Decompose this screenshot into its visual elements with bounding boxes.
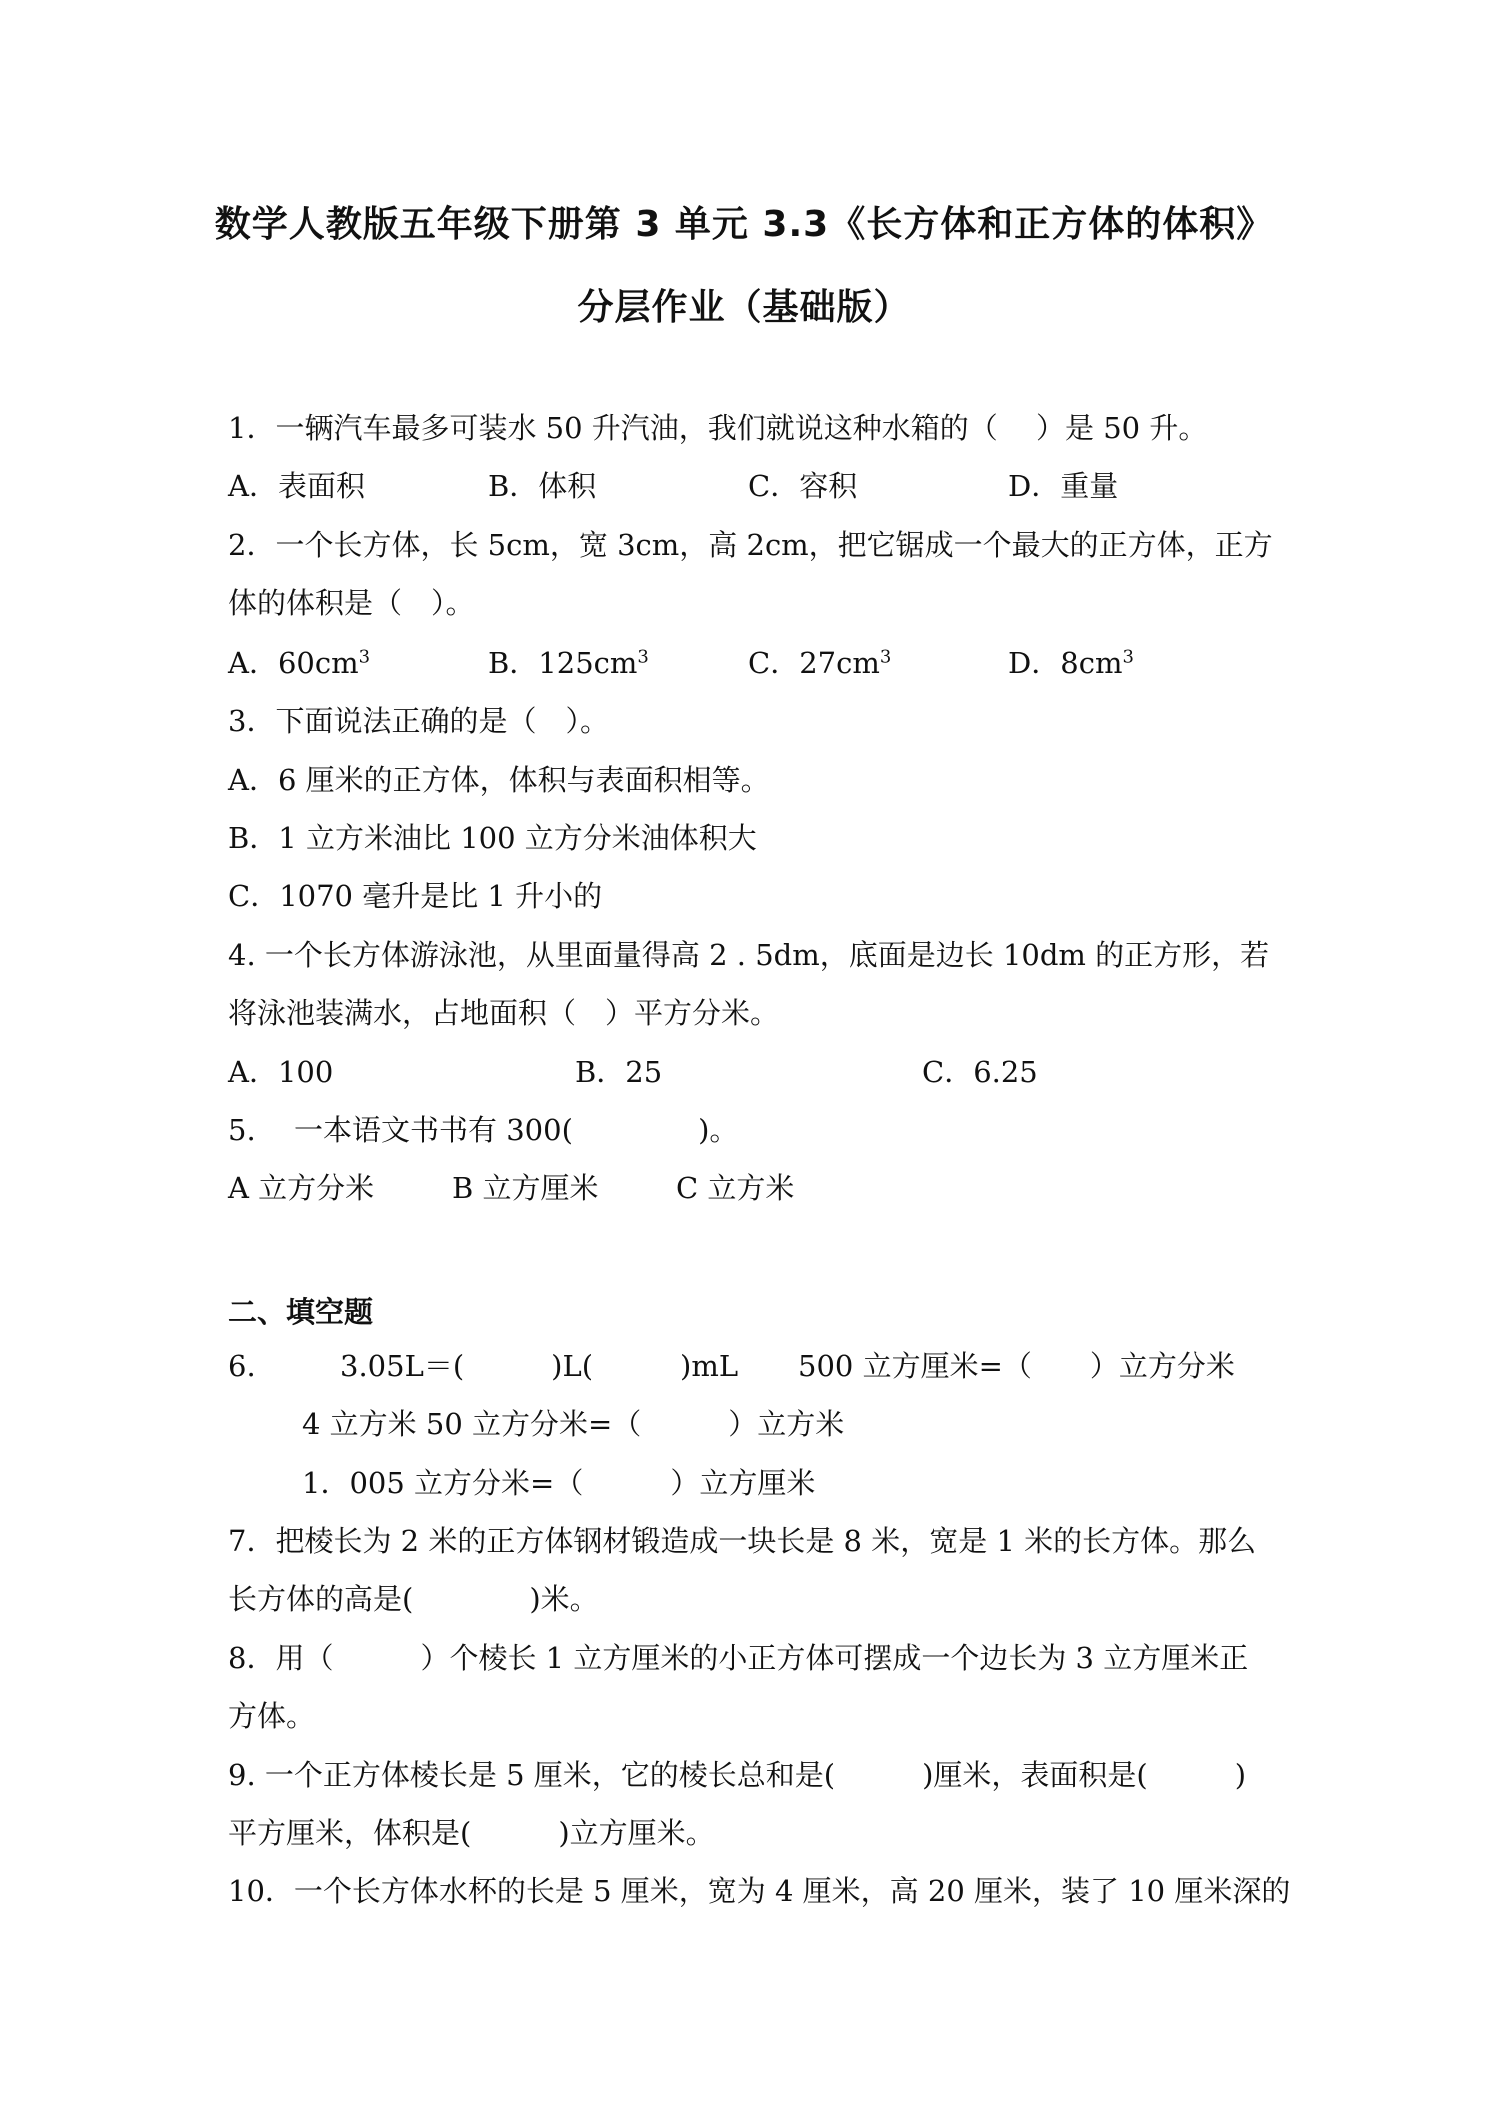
option-b: B．体积 <box>488 469 597 503</box>
question-4-options <box>228 1054 1288 1090</box>
question-1-options <box>228 468 1288 504</box>
question-2-stem-line-1: 2．一个长方体，长 5cm，宽 3cm，高 2cm，把它锯成一个最大的正方体，正方 <box>228 528 1273 562</box>
option-a: A．$60cm^3$ <box>228 646 371 680</box>
option-d: D．$8cm^3$ <box>1008 646 1134 680</box>
question-3-option-c: C．1070 毫升是比 1 升小的 <box>228 879 603 913</box>
question-10-line-1: 10．一个长方体水杯的长是 5 厘米，宽为 4 厘米，高 20 厘米，装了 10 厘米深的 <box>228 1874 1291 1908</box>
option-a: A 立方分米 <box>228 1171 375 1205</box>
question-4-stem-line-2: 将泳池装满水，占地面积（ ）平方分米。 <box>228 996 780 1030</box>
option-a: A．表面积 <box>228 469 365 503</box>
question-6-line-3: 1．005 立方分米=（ ）立方厘米 <box>302 1466 816 1500</box>
question-6-part-1: 3.05L＝( )L( )mL <box>340 1349 739 1383</box>
option-b: B．25 <box>575 1055 663 1089</box>
question-5-number: 5. <box>228 1113 256 1147</box>
option-d: D．重量 <box>1008 469 1119 503</box>
option-c: C．$27cm^3$ <box>748 646 892 680</box>
question-6-line-1 <box>228 1348 1288 1384</box>
document-title-line-1: 数学人教版五年级下册第 3 单元 3.3《长方体和正方体的体积》 <box>214 204 1274 245</box>
question-9-line-2: 平方厘米，体积是( )立方厘米。 <box>228 1816 715 1850</box>
question-9-line-1: 9. 一个正方体棱长是 5 厘米，它的棱长总和是( )厘米，表面积是( ) <box>228 1758 1247 1792</box>
option-b: B 立方厘米 <box>452 1171 599 1205</box>
question-7-line-1: 7．把棱长为 2 米的正方体钢材锻造成一块长是 8 米，宽是 1 米的长方体。那么 <box>228 1524 1257 1558</box>
question-6-number: 6. <box>228 1349 256 1383</box>
option-c: C．容积 <box>748 469 858 503</box>
section-2-heading: 二、填空题 <box>228 1295 374 1329</box>
question-1-stem: 1．一辆汽车最多可装水 50 升汽油，我们就说这种水箱的（ ）是 50 升。 <box>228 411 1208 445</box>
question-8-line-2: 方体。 <box>228 1699 316 1733</box>
question-3-option-a: A．6 厘米的正方体，体积与表面积相等。 <box>228 763 770 797</box>
question-6-part-2: 500 立方厘米=（ ）立方分米 <box>798 1349 1235 1383</box>
question-3-stem: 3．下面说法正确的是（ ）。 <box>228 704 609 738</box>
option-a: A．100 <box>228 1055 334 1089</box>
question-5-text: 一本语文书书有 300( )。 <box>294 1113 739 1147</box>
option-c: C．6.25 <box>922 1055 1038 1089</box>
question-7-line-2: 长方体的高是( )米。 <box>228 1582 599 1616</box>
option-c: C 立方米 <box>676 1171 795 1205</box>
question-4-stem-line-1: 4. 一个长方体游泳池，从里面量得高 2 . 5dm，底面是边长 10dm 的正方形，若 <box>228 938 1270 972</box>
question-6-line-2: 4 立方米 50 立方分米=（ ）立方米 <box>302 1407 845 1441</box>
question-5-options <box>228 1170 1028 1206</box>
question-8-line-1: 8．用（ ）个棱长 1 立方厘米的小正方体可摆成一个边长为 3 立方厘米正 <box>228 1641 1249 1675</box>
document-title-line-2: 分层作业（基础版） <box>577 287 911 328</box>
question-2-stem-line-2: 体的体积是（ ）。 <box>228 586 475 620</box>
question-3-option-b: B．1 立方米油比 100 立方分米油体积大 <box>228 821 757 855</box>
option-b: B．$125cm^3$ <box>488 646 649 680</box>
question-5-stem <box>228 1112 1028 1148</box>
question-2-options <box>228 645 1288 681</box>
